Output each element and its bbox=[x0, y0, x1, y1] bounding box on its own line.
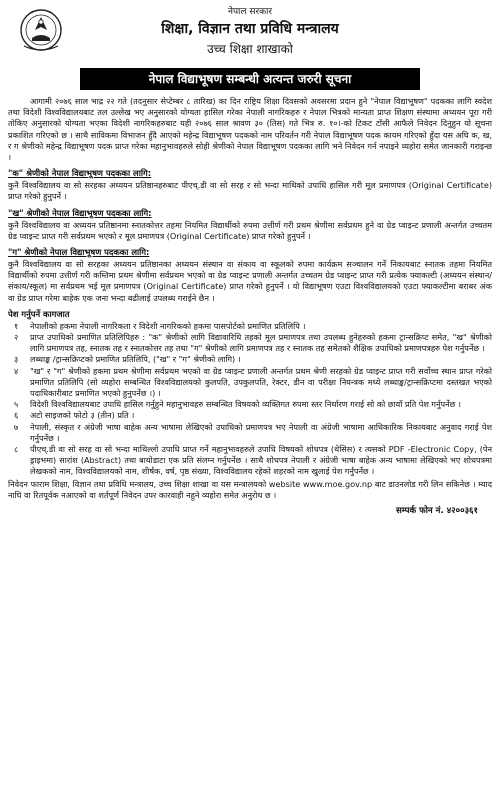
category-ga-heading: "ग" श्रेणीको नेपाल विद्याभूषण पदकका लागि: bbox=[8, 247, 150, 258]
list-item bbox=[8, 444, 492, 478]
documents-section bbox=[8, 309, 492, 478]
list-item bbox=[8, 354, 492, 365]
list-item bbox=[8, 410, 492, 421]
list-item-text: अटो साइजको फोटो ३ (तीन) प्रति । bbox=[30, 410, 135, 421]
government-emblem-icon bbox=[16, 8, 66, 54]
list-item-text: नेपालीको हकमा नेपाली नागरिकता र विदेशी नागरिकको हकमा पासपोर्टको प्रमाणित प्रतिलिपि । bbox=[30, 320, 306, 331]
category-kha-heading: "ख" श्रेणीको नेपाल विद्याभूषण पदकका लागि: bbox=[8, 207, 152, 218]
category-ka-heading: "क" श्रेणीको नेपाल विद्याभूषण पदकका लागि: bbox=[8, 168, 152, 179]
category-ka bbox=[8, 168, 492, 202]
category-kha-text: कुनै विश्वविद्यालय वा अध्ययन प्रतिष्ठानमा स्नातकोत्तर तहमा नियमित विद्यार्थीको रुपमा उत्तीर्ण गरी प्रथम श्रेणीमा सर्वप्रथम हुने वा ग्रेड प्वाइन्ट प्रणाली अन्तर्गत उच्चतम ग्रेड प्वाइन्ट प्राप्त गरी सर्वप्रथम भएको र मूल प्रमाणपत्र (Original Certificate) प्राप्त गरेको हुनुपर्ने । bbox=[8, 219, 492, 241]
list-item-text: लब्धाङ्क /ट्रान्सक्रिप्टको प्रमाणित प्रतिलिपि, ("ख" र "ग" श्रेणीको लागि) । bbox=[30, 354, 241, 365]
list-item-number: ७ bbox=[14, 421, 19, 432]
list-item-text: विदेशी विश्वविद्यालयबाट उपाधि हासिल गर्नुहुने महानुभावहरु सम्बन्धित विषयको व्यक्तिगत रुपमा स्तर निर्धारण गराई सो को छायाँ प्रति पेश गर्नुपर्नेछ । bbox=[30, 399, 461, 410]
government-line: नेपाल सरकार bbox=[227, 7, 273, 17]
list-item-number: ६ bbox=[14, 410, 19, 421]
category-ka-text: कुनै विश्वविद्यालय वा सो सरहका अध्ययन प्रतिष्ठानहरुबाट पीएच्.डी वा सो सरह र सो भन्दा माथिको उपाधि हासिल गरी मूल प्रमाणपत्र (Original Certificate) प्राप्त गरेको हुनुपर्ने । bbox=[8, 180, 492, 202]
contact-phone: सम्पर्क फोन नं. ४२००३६१ bbox=[396, 506, 478, 517]
list-item bbox=[8, 422, 492, 444]
letterhead bbox=[8, 4, 492, 66]
list-item-text: पीएच्.डी वा सो सरह वा सो भन्दा माथिल्लो उपाधि प्राप्त गर्ने महानुभावहरुले उपाधि विषयको शोधपत्र (थेसिस) र त्यसको PDF -Electronic Copy, (पेन ड्राइभमा) सारांश (Abstract) तथा बायोडाटा एक प्रति संलग्न गर्नुपर्नेछ । साथै शोधपत्र नेपाली र अंग्रेजी भाषा बाहेक अन्य भाषामा लेखिएको भए शोधपत्रमा लेखकको नाम, विश्वविद्यालयको नाम, शीर्षक, वर्ष, पृष्ठ संख्या, विश्वविद्यालय रहेको शहरको नाम खुलाई पेश गर्नुपर्नेछ । bbox=[30, 444, 492, 477]
closing-paragraph: निवेदन फाराम शिक्षा, विज्ञान तथा प्रविधि मन्त्रालय, उच्च शिक्षा शाखा वा यस मन्त्रालयको website www.moe.gov.np बाट डाउनलोड गरी लिन सकिनेछ । म्याद नाघि वा रितपूर्वक नआएको वा शर्तपूर्ण निवेदन उपर कारवाही नहुने व्यहोरा समेत अनुरोध छ । bbox=[8, 478, 492, 500]
documents-heading: पेश गर्नुपर्ने कागजात bbox=[8, 308, 70, 319]
list-item bbox=[8, 366, 492, 400]
category-ga-text: कुनै विश्वविद्यालय वा सो सरहका अध्ययन प्रतिष्ठानका अध्ययन संस्थान वा संकाय वा स्कूलको रुपमा कार्यक्रम सञ्चालन गर्ने निकायबाट स्नातक तहमा नियमित विद्यार्थीको रुपमा उत्तीर्ण गरी कम्तिमा प्रथम श्रेणीमा सर्वप्रथम भएको वा ग्रेड प्वाइन्ट प्रणाली अन्तर्गत उच्चतम ग्रेड प्वाइन्ट प्राप्त गरी प्रत्येक फ्याकल्टी (अध्ययन संस्थान/संकाय/स्कूल) मा सर्वप्रथम भई मूल प्रमाणपत्र (Original Certificate) प्राप्त गरेको हुनुपर्ने । यो विद्याभूषण एउटा विश्वविद्यालयको एउटा फ्याकल्टीमा बराबर अंक वा ग्रेड प्राप्त गरेमा बाहेक एक जना भन्दा बढीलाई उपलब्ध गराईने छैन । bbox=[8, 259, 492, 303]
list-item-number: ३ bbox=[14, 354, 19, 365]
list-item bbox=[8, 399, 492, 410]
list-item-number: ५ bbox=[14, 399, 19, 410]
list-item-number: ४ bbox=[14, 365, 19, 376]
documents-list bbox=[8, 321, 492, 478]
category-kha bbox=[8, 208, 492, 242]
list-item-text: प्राप्त उपाधिको प्रमाणित प्रतिलिपिहरु : "क" श्रेणीको लागि विद्यावारिधि तहको मूल प्रमाणपत्र तथा उपलब्ध हुनेहरुको हकमा ट्रान्सक्रिप्ट समेत, "ख" श्रेणीको लागि प्रमाणपत्र तह, स्नातक तह र स्नातकोत्तर तह तथा "ग" श्रेणीको लागि प्रमाणपत्र तह र स्नातक तह समेतको शैक्षिक उपाधिको प्रमाणपत्रहरु पेश गर्नुपर्नेछ । bbox=[30, 332, 492, 354]
section-name: उच्च शिक्षा शाखाको bbox=[207, 42, 293, 56]
list-item-number: १ bbox=[14, 320, 19, 331]
list-item-text: "ख" र "ग" श्रेणीको हकमा प्रथम श्रेणीमा सर्वप्रथम भएको वा ग्रेड प्वाइन्ट प्रणाली अन्तर्गत प्रथम श्रेणी सरहको ग्रेड प्वाइन्ट प्राप्त गरी सर्वोच्च स्थान प्राप्त गरेको प्रमाणित प्रतिलिपि (सो व्यहोरा सम्बन्धित विश्वविद्यालयको कुलपति, उपकुलपति, रेक्टर, डीन वा परीक्षा नियन्त्रक मध्ये लब्धाङ्क/ट्रान्सक्रिप्टमा दस्तखत भएको पदाधिकारीबाट प्रमाणित भएको हुनुपर्नेछ ।) । bbox=[30, 365, 492, 399]
list-item bbox=[8, 321, 492, 332]
list-item-text: नेपाली, संस्कृत र अंग्रेजी भाषा बाहेक अन्य भाषामा लेखिएको उपाधिको प्रमाणपत्र भए नेपाली वा अंग्रेजी भाषामा आधिकारिक निकायबाट अनुवाद गराई पेश गर्नुपर्नेछ । bbox=[30, 421, 492, 443]
category-ga bbox=[8, 247, 492, 304]
list-item-number: २ bbox=[14, 332, 19, 343]
list-item bbox=[8, 332, 492, 354]
ministry-name: शिक्षा, विज्ञान तथा प्रविधि मन्त्रालय bbox=[161, 21, 339, 37]
notice-title: नेपाल विद्याभूषण सम्बन्धी अत्यन्त जरुरी सूचना bbox=[80, 68, 420, 90]
list-item-number: ८ bbox=[14, 444, 19, 455]
intro-paragraph: आगामी २०७६ साल भाद्र २२ गते (तदनुसार सेप्टेम्बर ८ तारिख) का दिन राष्ट्रिय शिक्षा दिवसको अवसरमा प्रदान हुने "नेपाल विद्याभूषण" पदकका लागि स्वदेश तथा विदेशी विश्वविद्यालयबाट तल उल्लेख भए अनुसारको योग्यता हासिल गरेका नेपाली नागरिकहरु र नेपाल भित्रको मान्यता प्राप्त शिक्षण संस्थामा अध्ययन पूरा गरी तोकिए अनुसारको योग्यता भएका विदेशी नागरिकहरुबाट यही २०७६ साल श्रावण ३० (तिस) गते भित्र रु. १०।-को टिकट टाँसी आफैले निवेदन दिनुहुन यो सूचना प्रकाशित गरिएको छ । साथै साविकमा विभाजन हुँदै आएको महेन्द्र विद्याभूषण पदकको नाम परिवर्तन गरी नेपाल विद्याभूषण पदक कायम गरिएको हुँदा यस अघि क, ख, र ग श्रेणीको महेन्द्र विद्याभूषण पदक प्राप्त गरेका महानुभावहरुले सोही श्रेणीको नेपाल विद्याभूषण पदकका लागि भने निवेदन गर्न नपाइने व्यहोरा समेत जानकारी गराइन्छ । bbox=[8, 96, 492, 163]
